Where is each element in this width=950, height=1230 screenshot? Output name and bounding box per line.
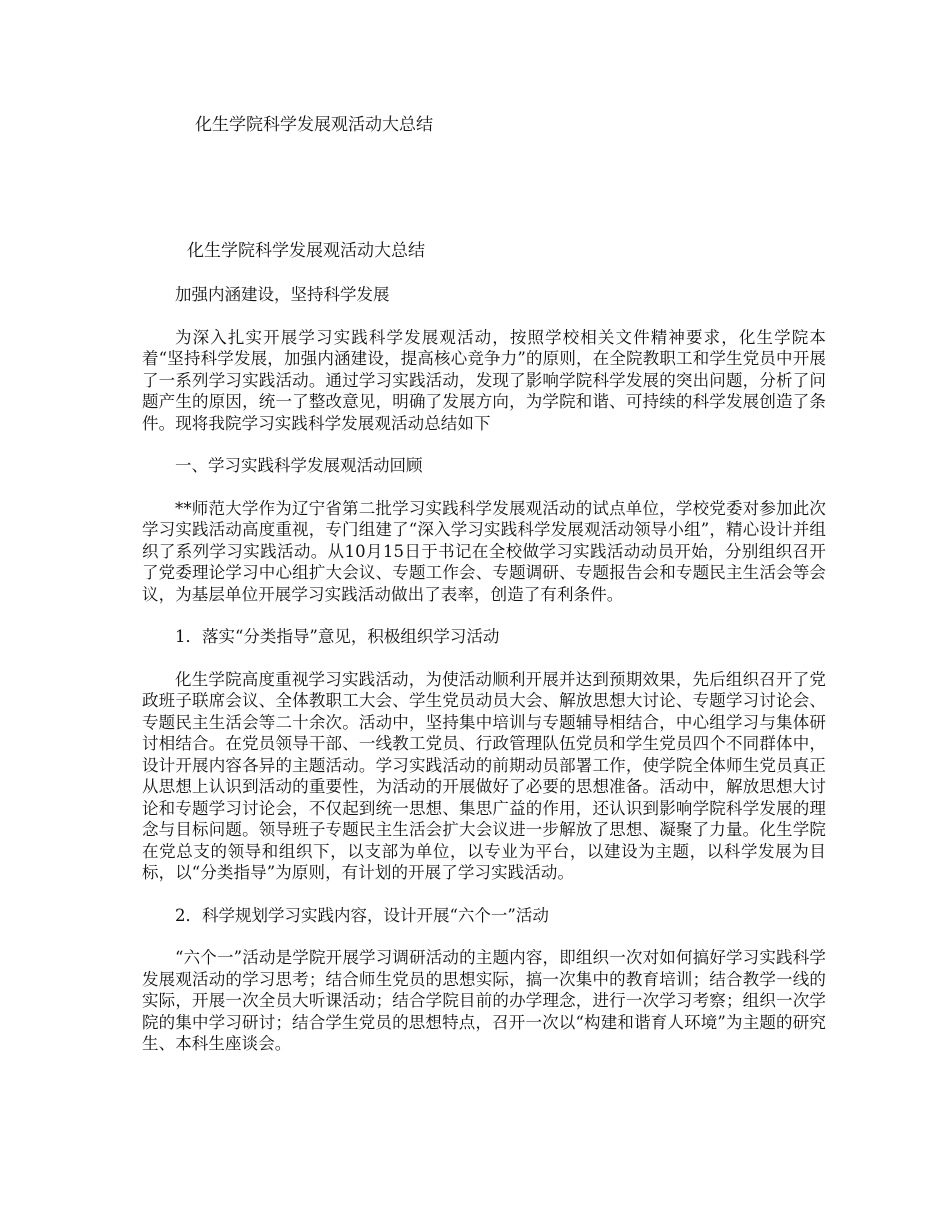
intro-paragraph: 为深入扎实开展学习实践科学发展观活动，按照学校相关文件精神要求，化生学院本着“坚持科学发展，加强内涵建设，提高核心竞争力”的原则，在全院教职工和学生党员中开展了一系列学习实践活动。通过学习实践活动，发现了影响学院科学发展的突出问题，分析了问题产生的原因，统一了整改意见，明确了发展方向，为学院和谐、可持续的科学发展创造了条件。现将我院学习实践科学发展观活动总结如下	[142, 327, 826, 433]
item-2-title: 2．科学规划学习实践内容，设计开展“六个一”活动	[175, 905, 549, 925]
document-heading: 化生学院科学发展观活动大总结	[187, 241, 425, 261]
section-1-title: 一、学习实践科学发展观活动回顾	[175, 456, 423, 475]
document-subtitle: 加强内涵建设，坚持科学发展	[175, 285, 390, 304]
document-top-title: 化生学院科学发展观活动大总结	[195, 115, 433, 135]
item-1-title: 1．落实“分类指导”意见，积极组织学习活动	[175, 627, 500, 646]
document-body	[142, 238, 826, 1076]
item-1-paragraph: 化生学院高度重视学习实践活动，为使活动顺利开展并达到预期效果，先后组织召开了党政班子联席会议、全体教职工大会、学生党员动员大会、解放思想大讨论、专题学习讨论会、专题民主生活会等二十余次。活动中，坚持集中培训与专题辅导相结合，中心组学习与集体研讨相结合。在党员领导干部、一线教工党员、行政管理队伍党员和学生党员四个不同群体中，设计开展内容各异的主题活动。学习实践活动的前期动员部署工作，使学院全体师生党员真正从思想上认识到活动的重要性，为活动的开展做好了必要的思想准备。活动中，解放思想大讨论和专题学习讨论会，不仅起到统一思想、集思广益的作用，还认识到影响学院科学发展的理念与目标问题。领导班子专题民主生活会扩大会议进一步解放了思想、凝聚了力量。化生学院在党总支的领导和组织下，以支部为单位，以专业为平台，以建设为主题，以科学发展为目标，以“分类指导”为原则，有计划的开展了学习实践活动。	[142, 669, 826, 882]
section-1-paragraph: **师范大学作为辽宁省第二批学习实践科学发展观活动的试点单位，学校党委对参加此次学习实践活动高度重视，专门组建了“深入学习实践科学发展观活动领导小组”，精心设计并组织了系列学习实践活动。从10月15日于书记在全校做学习实践活动动员开始，分别组织召开了党委理论学习中心组扩大会议、专题工作会、专题调研、专题报告会和专题民主生活会等会议，为基层单位开展学习实践活动做出了表率，创造了有利条件。	[142, 498, 826, 604]
item-2-paragraph: “六个一”活动是学院开展学习调研活动的主题内容，即组织一次对如何搞好学习实践科学发展观活动的学习思考；结合师生党员的思想实际，搞一次集中的教育培训；结合教学一线的实际，开展一次全员大听课活动；结合学院目前的办学理念，进行一次学习考察；组织一次学院的集中学习研讨；结合学生党员的思想特点，召开一次以“构建和谐育人环境”为主题的研究生、本科生座谈会。	[142, 948, 826, 1053]
